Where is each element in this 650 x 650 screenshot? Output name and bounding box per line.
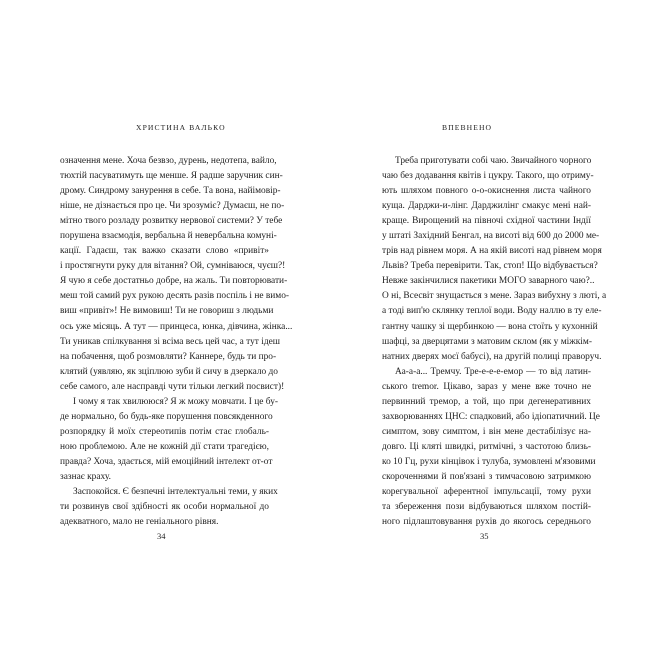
text-line: первинний тремор, а той, що при дегенеративних <box>382 396 591 407</box>
text-line: Заспокойся. Є безпечні інтелектуальні теми, у яких <box>73 487 278 498</box>
text-line: Треба приготувати собі чаю. Звичайного чорного <box>395 156 592 166</box>
text-line: на побачення, щоб розмовляти? Каннере, будь ти про- <box>60 351 277 362</box>
text-line: Я чую я себе достатньо добре, на жаль. Ти повторювати- <box>60 276 288 287</box>
text-line: гантну чашку зі щербинкою — вона стоїть у кухонній <box>382 321 598 332</box>
text-line: правда? Хоча, здається, мій емоційний інтелект от-от <box>60 456 273 467</box>
right-page <box>325 0 650 650</box>
text-line: ють шляхом повного о-о-окиснення листа чайного <box>382 186 591 197</box>
text-line: захворюваннях ЦНС: спадковий, або ідіопатичний. Це <box>382 411 600 422</box>
text-line: Аа-а-а... Тремчу. Тре-е-е-е-емор — то від латин- <box>395 366 591 377</box>
text-line: чаю без додавання квітів і цукру. Такого, що отриму- <box>382 171 594 182</box>
text-line: Невже закінчилися пакетики МОГО заварного чаю?.. <box>382 276 595 287</box>
text-line: кації. Гадаєш, так важко сказати слово «привіт» <box>60 246 269 257</box>
text-line: порушена взаємодія, вербальна й невербальна комуні- <box>60 231 277 242</box>
text-line: симптом, зову симптом, і він мене дестабілізує на- <box>382 426 591 437</box>
text-line: ського tremor. Цікаво, зараз у мене вже точно не <box>382 381 591 392</box>
text-line: ною проблемою. Але не кожній дії стати трагедією, <box>60 441 269 452</box>
left-page-text <box>60 154 293 530</box>
text-line: ніше, не дізнається про це. Чи зрозуміє? Думаєш, не по- <box>60 201 285 212</box>
text-line: а тоді вип'ю склянку теплої води. Воду наллю в ту еле- <box>382 306 602 317</box>
text-line: шафці, за дверцятами з матовим склом (як у міжкім- <box>382 336 592 347</box>
right-page-text <box>382 154 607 530</box>
text-line: та збереження пози відбуваються шляхом постій- <box>382 502 591 513</box>
text-line: І чому я так хвилююся? Я ж можу мовчати. І це бу- <box>73 396 279 407</box>
running-head-author: ХРИСТИНА ВАЛЬКО <box>136 123 226 132</box>
text-line: О ні, Всесвіт знущається з мене. Зараз вибухну з люті, а <box>382 291 607 302</box>
running-head-title: ВПЕВНЕНО <box>442 123 493 132</box>
text-line: мітно твого розладу розвитку нервової системи? У тебе <box>60 216 283 227</box>
text-line: меш той самий рух рукою десять разів поспіль і не вимо- <box>60 291 290 302</box>
text-line: ось уже місяць. А тут — принцеса, юнка, дівчина, жінка... <box>60 321 293 332</box>
text-line: ко 10 Гц, рухи кінцівок і тулуба, зумовлені м'язовими <box>382 456 596 467</box>
text-line: дрому. Синдрому занурення в себе. Та вона, найімовір- <box>60 186 281 197</box>
text-line: Ти уникав спілкування зі всіма весь цей час, а тут ідеш <box>60 336 280 347</box>
text-line: виш «привіт»! Не вимовиш! Ти не говориш з людьми <box>60 306 274 317</box>
text-line: тюхтій пасуватимуть ще менше. Я радше заручник син- <box>60 171 283 182</box>
text-line: трів над рівнем моря. А на якій висоті над рівнем моря <box>382 246 602 257</box>
text-line: розпорядку й моїх стереотипів потім стає глобаль- <box>60 426 269 437</box>
text-line: де нормально, бо будь-яке порушення повсякденного <box>60 411 273 422</box>
text-line: краще. Вирощений на півночі східної частини Індії <box>382 216 591 227</box>
text-line: і простягнути руку для вітання? Ой, сумніваюся, чуєш?! <box>60 261 286 272</box>
text-line: Львів? Треба перевірити. Так, стоп! Що відбувається? <box>382 261 598 272</box>
text-line: ного підлаштовування рухів до якогось середнього <box>382 517 591 528</box>
text-line: натних дверях моєї бабусі), на другій полиці праворуч. <box>382 351 602 362</box>
page-number-right: 35 <box>480 531 489 541</box>
text-line: означення мене. Хоча безвзо, дурень, недотепа, вайло, <box>60 156 277 166</box>
text-line: ти розвинув свої здібності як особи нормальної до <box>60 502 269 513</box>
text-line: довго. Ці кляті швидкі, ритмічні, з частотою близь- <box>382 441 591 452</box>
text-line: адекватного, мало не геніального рівня. <box>60 517 219 528</box>
text-line: у штаті Західний Бенгал, на висоті від 600 до 2000 ме- <box>382 231 600 242</box>
page-number-left: 34 <box>157 531 166 541</box>
text-line: клятий (уявляю, як зціплюю зуби й сичу в дзеркало до <box>60 366 278 377</box>
text-line: себе самого, але насправді чути тільки легкий посвист)! <box>60 381 285 392</box>
text-line: зазнає краху. <box>60 471 111 482</box>
text-line: скороченнями й пов'язані з тимчасовою затримкою <box>382 471 591 482</box>
text-line: куща. Дарджи-и-лінг. Дарджилінг смакує мені най- <box>382 201 591 212</box>
text-line: корегувальної аферентної імпульсації, тому рухи <box>382 487 591 498</box>
